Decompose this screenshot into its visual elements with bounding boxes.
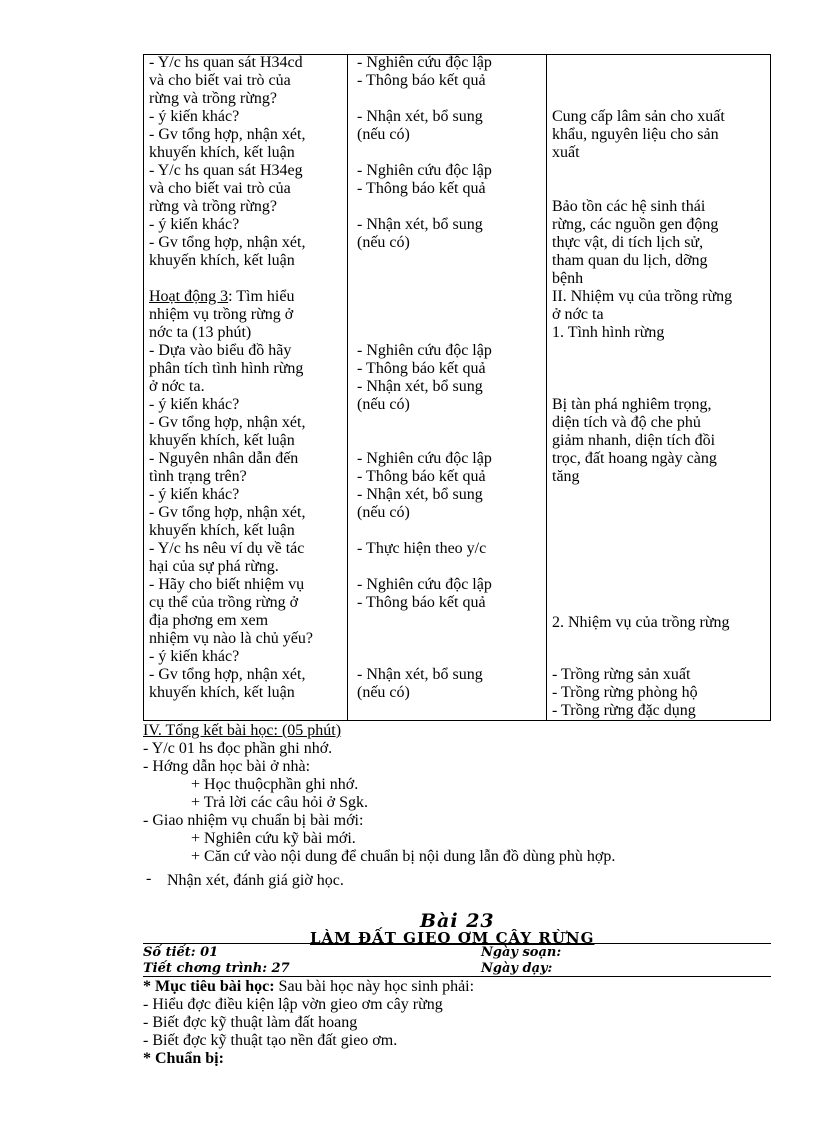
table-cell-line: khuyến khích, kết luận <box>149 684 295 701</box>
objective-item: - Biết đợc kỹ thuật làm đất hoang <box>143 1014 358 1031</box>
subsection-heading: 1. Tình hình rừng <box>552 324 665 341</box>
table-cell-line: và cho biết vai trò của <box>149 72 291 89</box>
table-cell-line: - Nhận xét, bổ sung <box>357 108 483 125</box>
table-cell-line: - Nghiên cứu độc lập <box>357 342 492 359</box>
table-cell-line: - Gv tổng hợp, nhận xét, <box>149 126 306 143</box>
table-cell-line: - ý kiến khác? <box>149 108 240 125</box>
prep-date-label: Ngày soạn: <box>481 945 562 960</box>
summary-line: - Y/c 01 hs đọc phần ghi nhớ. <box>143 740 333 757</box>
table-cell-line: - Gv tổng hợp, nhận xét, <box>149 234 306 251</box>
table-cell-line: - Nhận xét, bổ sung <box>357 666 483 683</box>
table-cell-line: - Y/c hs quan sát H34eg <box>149 162 303 179</box>
table-cell-line: - Hãy cho biết nhiệm vụ <box>149 576 305 593</box>
table-cell-line: - Gv tổng hợp, nhận xét, <box>149 666 306 683</box>
table-cell-line: - Thực hiện theo y/c <box>357 540 487 557</box>
objectives-intro: Sau bài học này học sinh phải: <box>274 978 475 995</box>
table-cell-line: nhiệm vụ nào là chủ yếu? <box>149 630 313 647</box>
objectives-heading <box>143 978 474 996</box>
table-cell-line: - Y/c hs nêu ví dụ về tác <box>149 540 305 557</box>
table-divider <box>347 55 348 720</box>
table-cell-line: - Nhận xét, bổ sung <box>357 378 483 395</box>
table-cell-line: trọc, đất hoang ngày càng <box>552 450 717 467</box>
preparation-heading: * Chuẩn bị: <box>143 1050 224 1067</box>
objective-item: - Biết đợc kỹ thuật tạo nền đất gieo ơm. <box>143 1032 398 1049</box>
table-cell-line: rừng và trồng rừng? <box>149 90 277 107</box>
table-cell-line: địa phơng em xem <box>149 612 269 629</box>
table-cell-line: cụ thể của trồng rừng ở <box>149 594 299 611</box>
table-cell-line: - Trồng rừng sản xuất <box>552 666 691 683</box>
table-cell-line: khuyến khích, kết luận <box>149 252 295 269</box>
table-cell-line: nhiệm vụ trồng rừng ở <box>149 306 294 323</box>
table-cell-line: - Dựa vào biểu đồ hãy <box>149 342 292 359</box>
table-cell-line: - Thông báo kết quả <box>357 180 486 197</box>
summary-subline: + Căn cứ vào nội dung để chuẩn bị nội dung lẫn đồ dùng phù hợp. <box>191 848 616 865</box>
bullet-marker: - <box>146 870 152 887</box>
table-cell-line: (nếu có) <box>357 234 410 251</box>
table-cell-line: - Nghiên cứu độc lập <box>357 162 492 179</box>
table-cell-line: - Thông báo kết quả <box>357 594 486 611</box>
teach-date-label: Ngày dạy: <box>481 961 553 976</box>
table-cell-line: tình trạng trên? <box>149 468 247 485</box>
table-cell-line: - ý kiến khác? <box>149 648 240 665</box>
lesson-title: LÀM ĐẤT GIEO ƠM CÂY RỪNG <box>310 929 595 947</box>
table-cell-line: - ý kiến khác? <box>149 396 240 413</box>
curriculum-period: Tiết chơng trình: 27 <box>143 961 290 976</box>
table-cell-line: - Thông báo kết quả <box>357 468 486 485</box>
table-cell-line: khẩu, nguyên liệu cho sản <box>552 126 719 143</box>
table-cell-line: khuyến khích, kết luận <box>149 432 295 449</box>
table-cell-line: - Gv tổng hợp, nhận xét, <box>149 414 306 431</box>
table-cell-line: - Thông báo kết quả <box>357 72 486 89</box>
table-cell-line: - Y/c hs quan sát H34cd <box>149 54 303 71</box>
table-cell-line: - ý kiến khác? <box>149 486 240 503</box>
table-cell-line: - Gv tổng hợp, nhận xét, <box>149 504 306 521</box>
table-cell-line: (nếu có) <box>357 126 410 143</box>
summary-subline: + Học thuộcphần ghi nhớ. <box>191 776 359 793</box>
activity-heading-label: Hoạt động 3 <box>149 288 229 305</box>
table-cell-line: - Thông báo kết quả <box>357 360 486 377</box>
header-rule <box>143 976 771 977</box>
summary-subline: + Nghiên cứu kỹ bài mới. <box>191 830 356 847</box>
table-cell-line: phân tích tình hình rừng <box>149 360 304 377</box>
table-cell-line: Bảo tồn các hệ sinh thái <box>552 198 706 215</box>
table-cell-line: ở nớc ta. <box>149 378 205 395</box>
summary-line: - Hớng dẫn học bài ở nhà: <box>143 758 311 775</box>
table-cell-line: và cho biết vai trò của <box>149 180 291 197</box>
objective-item: - Hiểu đợc điều kiện lập vờn gieo ơm cây rừng <box>143 996 443 1013</box>
table-cell-line: Cung cấp lâm sản cho xuất <box>552 108 725 125</box>
table-cell-line: - Trồng rừng phòng hộ <box>552 684 698 701</box>
table-divider <box>546 55 547 720</box>
summary-subline: + Trả lời các câu hỏi ở Sgk. <box>191 794 369 811</box>
table-cell-line: bệnh <box>552 270 584 287</box>
table-cell-line: khuyến khích, kết luận <box>149 522 295 539</box>
table-cell-line: diện tích và độ che phủ <box>552 414 701 431</box>
table-cell-line: - Nguyên nhân dẫn đến <box>149 450 299 467</box>
activity-heading-text: : Tìm hiểu <box>228 288 295 305</box>
table-cell-line: thực vật, di tích lịch sử, <box>552 234 704 251</box>
table-cell-line: hại của sự phá rừng. <box>149 558 279 575</box>
summary-line: Nhận xét, đánh giá giờ học. <box>167 872 344 889</box>
table-cell-line: tham quan du lịch, dỡng <box>552 252 708 269</box>
summary-heading: IV. Tổng kết bài học: (05 phút) <box>143 722 342 739</box>
table-cell-line: - Nhận xét, bổ sung <box>357 216 483 233</box>
table-cell-line: nớc ta (13 phút) <box>149 324 252 341</box>
objectives-label: * Mục tiêu bài học: <box>143 978 275 995</box>
table-cell-line: - ý kiến khác? <box>149 216 240 233</box>
table-cell-line: - Nhận xét, bổ sung <box>357 486 483 503</box>
table-cell-line: tăng <box>552 468 580 485</box>
table-cell-line: (nếu có) <box>357 396 410 413</box>
table-cell-line: rừng, các nguồn gen động <box>552 216 719 233</box>
summary-line: - Giao nhiệm vụ chuẩn bị bài mới: <box>143 812 364 829</box>
table-cell-line: (nếu có) <box>357 504 410 521</box>
lesson-number: Bài 23 <box>420 910 495 932</box>
table-cell-line: giảm nhanh, diện tích đồi <box>552 432 716 449</box>
header-rule <box>143 943 771 944</box>
subsection-heading: 2. Nhiệm vụ của trồng rừng <box>552 614 730 631</box>
table-cell-line: (nếu có) <box>357 684 410 701</box>
section-heading: II. Nhiệm vụ của trồng rừng <box>552 288 733 305</box>
table-cell-line: - Nghiên cứu độc lập <box>357 450 492 467</box>
section-heading: ở nớc ta <box>552 306 604 323</box>
activity-heading <box>149 288 294 306</box>
table-cell-line: Bị tàn phá nghiêm trọng, <box>552 396 712 413</box>
table-cell-line: - Nghiên cứu độc lập <box>357 54 492 71</box>
table-cell-line: - Trồng rừng đặc dụng <box>552 702 696 719</box>
table-cell-line: rừng và trồng rừng? <box>149 198 277 215</box>
table-cell-line: xuất <box>552 144 580 161</box>
period-count: Số tiết: 01 <box>143 945 219 960</box>
table-cell-line: - Nghiên cứu độc lập <box>357 576 492 593</box>
table-cell-line: khuyến khích, kết luận <box>149 144 295 161</box>
